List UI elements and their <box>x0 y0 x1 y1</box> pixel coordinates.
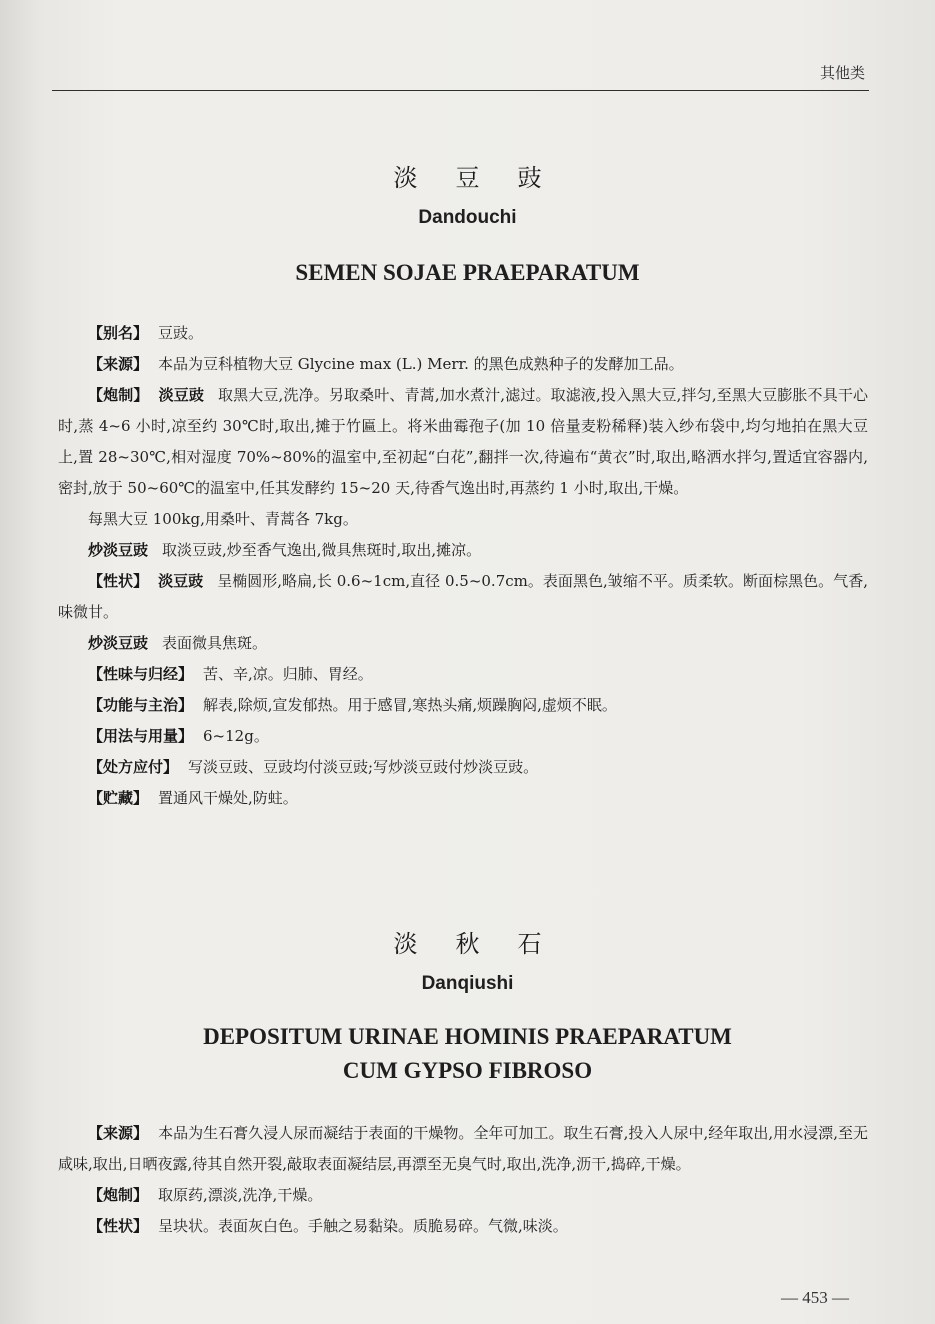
latin-line: DEPOSITUM URINAE HOMINIS PRAEPARATUM <box>203 1024 732 1049</box>
section-text: 取原药,漂淡,洗净,干燥。 <box>158 1186 323 1204</box>
latin-line: CUM GYPSO FIBROSO <box>342 1058 593 1083</box>
processing-fried-paragraph <box>58 535 868 566</box>
sub-label: 炒淡豆豉 <box>88 634 149 652</box>
sub-label: 淡豆豉 <box>158 572 204 590</box>
sub-label: 淡豆豉 <box>158 386 204 404</box>
storage-paragraph <box>58 783 868 814</box>
section-label: 【来源】 <box>88 1124 149 1142</box>
section-text: 本品为生石膏久浸人尿而凝结于表面的干燥物。全年可加工。取生石膏,投入人尿中,经年取出,用水浸漂,至无咸味,取出,日晒夜露,待其自然开裂,敲取表面凝结层,再漂至无臭气时,取出,洗净,沥干,捣碎,干燥。 <box>58 1124 868 1173</box>
section-label: 【来源】 <box>88 355 149 373</box>
section-label: 【炮制】 <box>88 386 149 404</box>
section-text: 本品为豆科植物大豆 Glycine max (L.) Merr. 的黑色成熟种子的发酵加工品。 <box>158 355 684 373</box>
usage-paragraph <box>58 721 868 752</box>
header-rule <box>52 90 869 91</box>
section-label: 【性状】 <box>88 572 149 590</box>
section-label: 【性味与归经】 <box>88 665 194 683</box>
section-label: 【处方应付】 <box>88 758 179 776</box>
entry-title: 淡豆豉 <box>393 164 580 192</box>
properties-paragraph <box>58 1211 868 1242</box>
entry-body <box>58 1118 868 1242</box>
section-label: 【用法与用量】 <box>88 727 194 745</box>
section-text: 呈块状。表面灰白色。手触之易黏染。质脆易碎。气微,味淡。 <box>158 1217 568 1235</box>
source-paragraph <box>58 1118 868 1180</box>
section-label: 【炮制】 <box>88 1186 149 1204</box>
section-label: 【功能与主治】 <box>88 696 194 714</box>
entry-latin-name: SEMEN SOJAE PRAEPARATUM <box>295 260 640 285</box>
header-section-title: 其他类 <box>819 64 865 82</box>
function-paragraph <box>58 690 868 721</box>
source-paragraph <box>58 349 868 380</box>
processing-note: 每黑大豆 100kg,用桑叶、青蒿各 7kg。 <box>88 510 358 528</box>
section-text: 取黑大豆,洗净。另取桑叶、青蒿,加水煮汁,滤过。取滤液,投入黑大豆,拌匀,至黑大豆膨胀不具干心时,蒸 4~6 小时,凉至约 30℃时,取出,摊于竹匾上。将米曲霉孢子(加 10 倍量麦粉稀释)装入纱布袋中,均匀地拍在黑大豆上,置 28~30℃,相对湿度 70%~80%的温室中,至初起“白花”,翻拌一次,待遍布“黄衣”时,取出,略洒水拌匀,置适宜容器内,密封,放于 50~60℃的温室中,任其发酵约 15~20 天,待香气逸出时,再蒸约 1 小时,取出,干燥。 <box>58 386 868 497</box>
properties-paragraph <box>58 566 868 628</box>
alias-paragraph <box>58 318 868 349</box>
section-text: 苦、辛,凉。归肺、胃经。 <box>203 665 373 683</box>
entry-body <box>58 318 868 814</box>
processing-paragraph <box>58 1180 868 1211</box>
properties-fried-paragraph <box>58 628 868 659</box>
section-text: 豆豉。 <box>158 324 204 342</box>
section-text: 置通风干燥处,防蛀。 <box>158 789 298 807</box>
section-label: 【别名】 <box>88 324 149 342</box>
prescription-paragraph <box>58 752 868 783</box>
section-text: 取淡豆豉,炒至香气逸出,微具焦斑时,取出,摊凉。 <box>162 541 482 559</box>
page-number: — 453 — <box>781 1288 849 1307</box>
section-label: 【性状】 <box>88 1217 149 1235</box>
nature-paragraph <box>58 659 868 690</box>
section-label: 【贮藏】 <box>88 789 149 807</box>
section-text: 呈椭圆形,略扁,长 0.6~1cm,直径 0.5~0.7cm。表面黑色,皱缩不平。质柔软。断面棕黑色。气香,味微甘。 <box>58 572 868 621</box>
section-text: 表面微具焦斑。 <box>162 634 268 652</box>
processing-paragraph <box>58 380 868 504</box>
section-text: 写淡豆豉、豆豉均付淡豆豉;写炒淡豆豉付炒淡豆豉。 <box>188 758 539 776</box>
entry-pinyin: Danqiushi <box>421 973 514 994</box>
entry-pinyin: Dandouchi <box>418 207 517 228</box>
entry-latin-name <box>0 1020 935 1088</box>
section-text: 解表,除烦,宣发郁热。用于感冒,寒热头痛,烦躁胸闷,虚烦不眠。 <box>203 696 617 714</box>
sub-label: 炒淡豆豉 <box>88 541 149 559</box>
entry-title: 淡秋石 <box>393 930 580 958</box>
section-text: 6~12g。 <box>203 727 269 745</box>
